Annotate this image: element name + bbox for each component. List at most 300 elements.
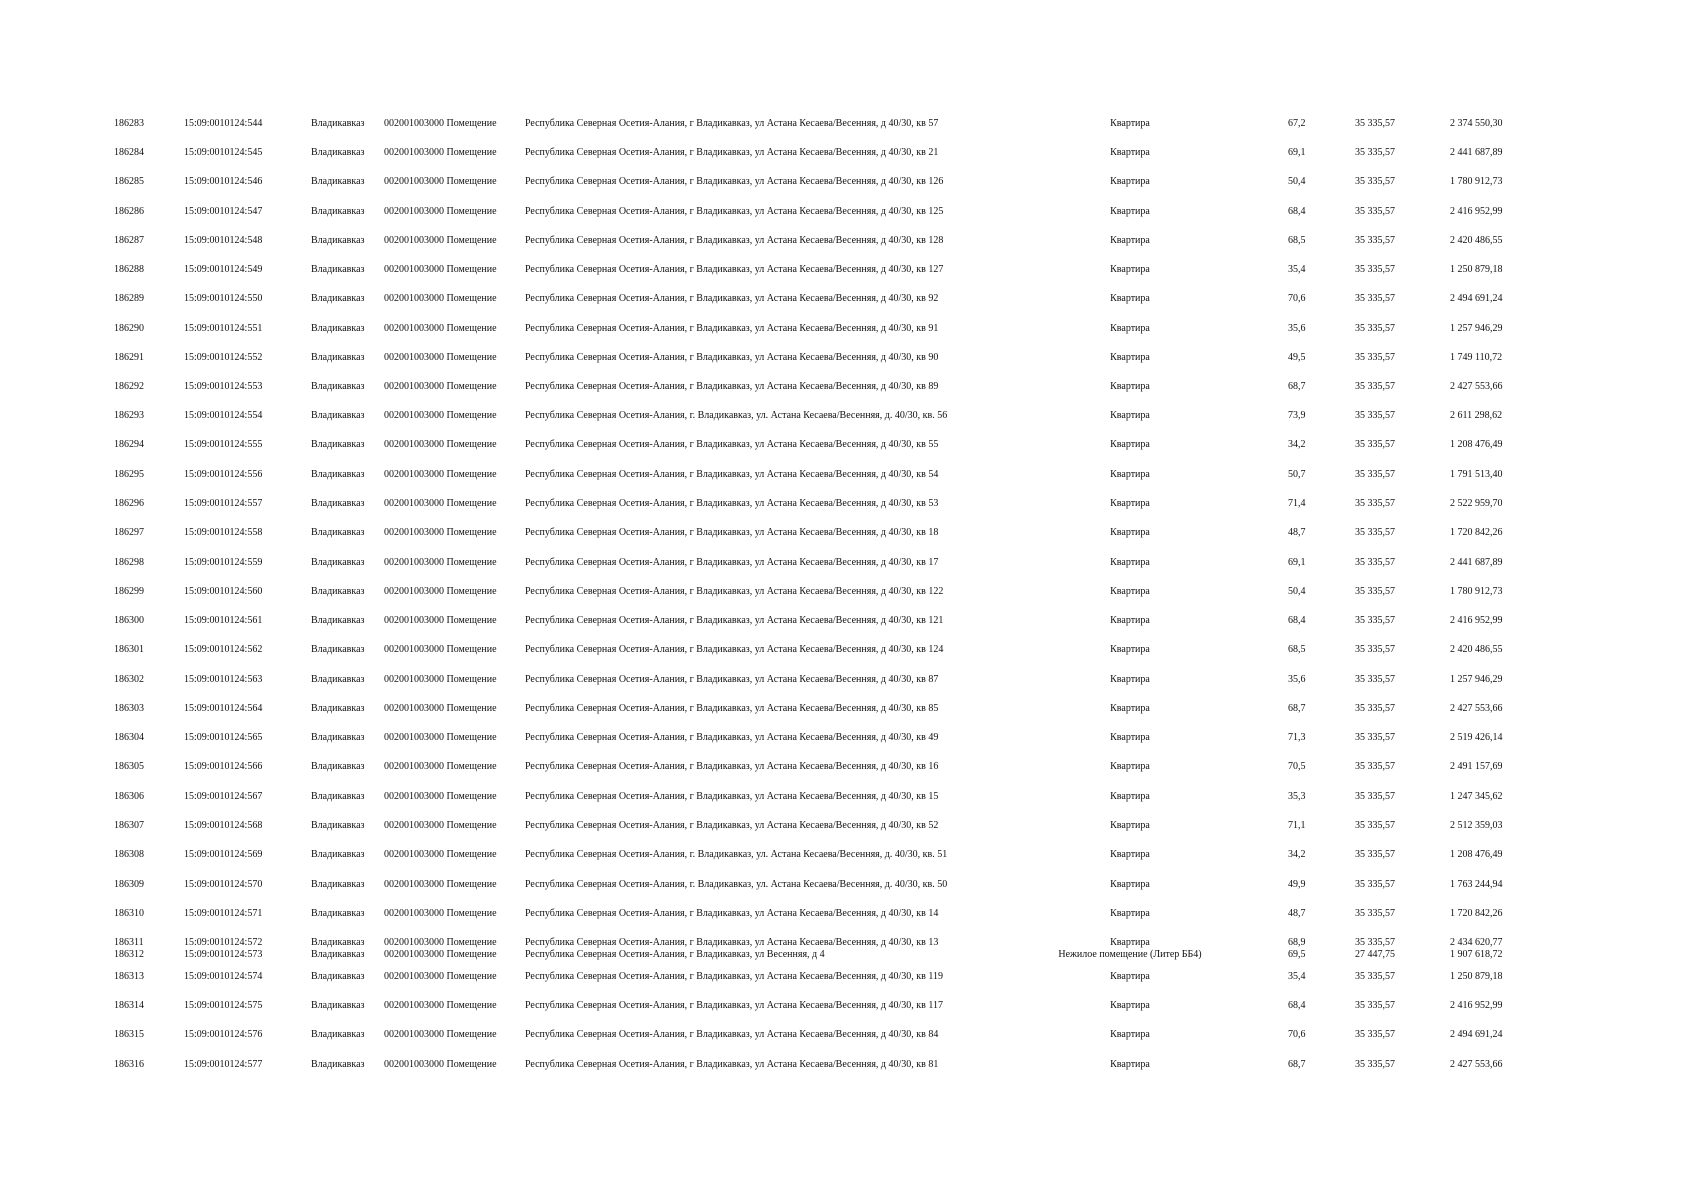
specific-value-cell: 35 335,57: [1355, 1059, 1395, 1070]
area-cell: 49,9: [1288, 879, 1306, 890]
row-id-cell: 186302: [114, 674, 144, 685]
object-code-cell: 002001003000 Помещение: [384, 323, 497, 334]
cadastral-number-cell: 15:09:0010124:573: [184, 949, 263, 960]
object-type-cell: Квартира: [1110, 1000, 1150, 1011]
table-row: [0, 848, 1697, 862]
object-type-cell: Квартира: [1110, 118, 1150, 129]
cadastral-value-cell: 2 512 359,03: [1450, 820, 1503, 831]
area-cell: 50,4: [1288, 586, 1306, 597]
cadastral-number-cell: 15:09:0010124:567: [184, 791, 263, 802]
city-cell: Владикавказ: [311, 235, 365, 246]
cadastral-value-cell: 2 416 952,99: [1450, 1000, 1503, 1011]
object-code-cell: 002001003000 Помещение: [384, 949, 497, 960]
specific-value-cell: 35 335,57: [1355, 323, 1395, 334]
object-code-cell: 002001003000 Помещение: [384, 527, 497, 538]
city-cell: Владикавказ: [311, 498, 365, 509]
table-row: [0, 1028, 1697, 1042]
object-code-cell: 002001003000 Помещение: [384, 439, 497, 450]
address-cell: Республика Северная Осетия-Алания, г Владикавказ, ул Астана Кесаева/Весенняя, д 40/30, кв 90: [525, 352, 939, 363]
city-cell: Владикавказ: [311, 791, 365, 802]
cadastral-number-cell: 15:09:0010124:548: [184, 235, 263, 246]
specific-value-cell: 35 335,57: [1355, 498, 1395, 509]
specific-value-cell: 35 335,57: [1355, 703, 1395, 714]
object-type-cell: Квартира: [1110, 791, 1150, 802]
object-type-cell: Квартира: [1110, 206, 1150, 217]
specific-value-cell: 35 335,57: [1355, 971, 1395, 982]
area-cell: 68,4: [1288, 206, 1306, 217]
object-type-cell: Квартира: [1110, 381, 1150, 392]
cadastral-value-cell: 2 420 486,55: [1450, 235, 1503, 246]
table-row: [0, 263, 1697, 277]
specific-value-cell: 35 335,57: [1355, 293, 1395, 304]
city-cell: Владикавказ: [311, 586, 365, 597]
area-cell: 68,4: [1288, 615, 1306, 626]
object-code-cell: 002001003000 Помещение: [384, 615, 497, 626]
area-cell: 70,6: [1288, 293, 1306, 304]
area-cell: 70,5: [1288, 761, 1306, 772]
cadastral-number-cell: 15:09:0010124:563: [184, 674, 263, 685]
area-cell: 48,7: [1288, 527, 1306, 538]
object-type-cell: Квартира: [1110, 264, 1150, 275]
specific-value-cell: 35 335,57: [1355, 439, 1395, 450]
object-code-cell: 002001003000 Помещение: [384, 586, 497, 597]
cadastral-number-cell: 15:09:0010124:556: [184, 469, 263, 480]
row-id-cell: 186308: [114, 849, 144, 860]
object-type-cell: Квартира: [1110, 352, 1150, 363]
city-cell: Владикавказ: [311, 703, 365, 714]
object-code-cell: 002001003000 Помещение: [384, 674, 497, 685]
city-cell: Владикавказ: [311, 293, 365, 304]
specific-value-cell: 35 335,57: [1355, 674, 1395, 685]
object-type-cell: Квартира: [1110, 147, 1150, 158]
table-row: [0, 380, 1697, 394]
area-cell: 68,9: [1288, 937, 1306, 948]
cadastral-value-cell: 2 434 620,77: [1450, 937, 1503, 948]
address-cell: Республика Северная Осетия-Алания, г Владикавказ, ул Астана Кесаева/Весенняя, д 40/30, кв 127: [525, 264, 944, 275]
object-code-cell: 002001003000 Помещение: [384, 498, 497, 509]
object-code-cell: 002001003000 Помещение: [384, 469, 497, 480]
area-cell: 68,4: [1288, 1000, 1306, 1011]
cadastral-number-cell: 15:09:0010124:561: [184, 615, 263, 626]
object-type-cell: Квартира: [1110, 971, 1150, 982]
cadastral-value-cell: 1 250 879,18: [1450, 971, 1503, 982]
cadastral-number-cell: 15:09:0010124:576: [184, 1029, 263, 1040]
table-row: [0, 790, 1697, 804]
row-id-cell: 186289: [114, 293, 144, 304]
specific-value-cell: 35 335,57: [1355, 1000, 1395, 1011]
object-code-cell: 002001003000 Помещение: [384, 879, 497, 890]
city-cell: Владикавказ: [311, 206, 365, 217]
city-cell: Владикавказ: [311, 937, 365, 948]
cadastral-number-cell: 15:09:0010124:570: [184, 879, 263, 890]
cadastral-value-cell: 2 491 157,69: [1450, 761, 1503, 772]
row-id-cell: 186307: [114, 820, 144, 831]
specific-value-cell: 35 335,57: [1355, 147, 1395, 158]
cadastral-number-cell: 15:09:0010124:549: [184, 264, 263, 275]
cadastral-number-cell: 15:09:0010124:564: [184, 703, 263, 714]
object-code-cell: 002001003000 Помещение: [384, 732, 497, 743]
table-row: [0, 907, 1697, 921]
row-id-cell: 186309: [114, 879, 144, 890]
city-cell: Владикавказ: [311, 761, 365, 772]
object-code-cell: 002001003000 Помещение: [384, 971, 497, 982]
address-cell: Республика Северная Осетия-Алания, г Владикавказ, ул Астана Кесаева/Весенняя, д 40/30, кв 92: [525, 293, 939, 304]
cadastral-number-cell: 15:09:0010124:569: [184, 849, 263, 860]
city-cell: Владикавказ: [311, 644, 365, 655]
specific-value-cell: 35 335,57: [1355, 849, 1395, 860]
row-id-cell: 186301: [114, 644, 144, 655]
table-row: [0, 526, 1697, 540]
object-type-cell: Квартира: [1110, 820, 1150, 831]
object-code-cell: 002001003000 Помещение: [384, 849, 497, 860]
object-type-cell: Квартира: [1110, 849, 1150, 860]
specific-value-cell: 35 335,57: [1355, 557, 1395, 568]
row-id-cell: 186314: [114, 1000, 144, 1011]
specific-value-cell: 35 335,57: [1355, 615, 1395, 626]
address-cell: Республика Северная Осетия-Алания, г Владикавказ, ул Астана Кесаева/Весенняя, д 40/30, кв 84: [525, 1029, 939, 1040]
cadastral-value-cell: 2 416 952,99: [1450, 615, 1503, 626]
cadastral-value-cell: 2 427 553,66: [1450, 703, 1503, 714]
cadastral-number-cell: 15:09:0010124:547: [184, 206, 263, 217]
row-id-cell: 186296: [114, 498, 144, 509]
specific-value-cell: 35 335,57: [1355, 264, 1395, 275]
row-id-cell: 186298: [114, 557, 144, 568]
table-row: [0, 468, 1697, 482]
address-cell: Республика Северная Осетия-Алания, г Владикавказ, ул Астана Кесаева/Весенняя, д 40/30, кв 54: [525, 469, 939, 480]
row-id-cell: 186304: [114, 732, 144, 743]
table-row: [0, 702, 1697, 716]
object-type-cell: Квартира: [1110, 1029, 1150, 1040]
city-cell: Владикавказ: [311, 908, 365, 919]
cadastral-value-cell: 1 763 244,94: [1450, 879, 1503, 890]
row-id-cell: 186313: [114, 971, 144, 982]
object-type-cell: Нежилое помещение (Литер ББ4): [1058, 949, 1202, 960]
table-row: [0, 878, 1697, 892]
table-row: [0, 322, 1697, 336]
object-code-cell: 002001003000 Помещение: [384, 352, 497, 363]
address-cell: Республика Северная Осетия-Алания, г. Владикавказ, ул. Астана Кесаева/Весенняя, д. 40/30, кв. 51: [525, 849, 948, 860]
cadastral-value-cell: 1 791 513,40: [1450, 469, 1503, 480]
cadastral-value-cell: 1 208 476,49: [1450, 439, 1503, 450]
cadastral-value-cell: 1 257 946,29: [1450, 674, 1503, 685]
object-type-cell: Квартира: [1110, 761, 1150, 772]
address-cell: Республика Северная Осетия-Алания, г Владикавказ, ул Астана Кесаева/Весенняя, д 40/30, кв 57: [525, 118, 939, 129]
cadastral-number-cell: 15:09:0010124:559: [184, 557, 263, 568]
object-code-cell: 002001003000 Помещение: [384, 381, 497, 392]
object-type-cell: Квартира: [1110, 176, 1150, 187]
area-cell: 35,3: [1288, 791, 1306, 802]
area-cell: 68,7: [1288, 381, 1306, 392]
city-cell: Владикавказ: [311, 323, 365, 334]
object-type-cell: Квартира: [1110, 527, 1150, 538]
cadastral-number-cell: 15:09:0010124:545: [184, 147, 263, 158]
address-cell: Республика Северная Осетия-Алания, г Владикавказ, ул Астана Кесаева/Весенняя, д 40/30, кв 122: [525, 586, 944, 597]
city-cell: Владикавказ: [311, 147, 365, 158]
address-cell: Республика Северная Осетия-Алания, г Владикавказ, ул Астана Кесаева/Весенняя, д 40/30, кв 16: [525, 761, 939, 772]
area-cell: 71,1: [1288, 820, 1306, 831]
object-code-cell: 002001003000 Помещение: [384, 1000, 497, 1011]
cadastral-number-cell: 15:09:0010124:555: [184, 439, 263, 450]
table-row: [0, 948, 1697, 962]
address-cell: Республика Северная Осетия-Алания, г Владикавказ, ул Астана Кесаева/Весенняя, д 40/30, кв 128: [525, 235, 944, 246]
object-code-cell: 002001003000 Помещение: [384, 820, 497, 831]
cadastral-number-cell: 15:09:0010124:575: [184, 1000, 263, 1011]
address-cell: Республика Северная Осетия-Алания, г Владикавказ, ул Астана Кесаева/Весенняя, д 40/30, кв 126: [525, 176, 944, 187]
object-type-cell: Квартира: [1110, 410, 1150, 421]
address-cell: Республика Северная Осетия-Алания, г Владикавказ, ул Астана Кесаева/Весенняя, д 40/30, кв 13: [525, 937, 939, 948]
cadastral-number-cell: 15:09:0010124:550: [184, 293, 263, 304]
address-cell: Республика Северная Осетия-Алания, г. Владикавказ, ул. Астана Кесаева/Весенняя, д. 40/30, кв. 56: [525, 410, 948, 421]
object-code-cell: 002001003000 Помещение: [384, 264, 497, 275]
table-row: [0, 585, 1697, 599]
table-row: [0, 205, 1697, 219]
table-row: [0, 760, 1697, 774]
cadastral-number-cell: 15:09:0010124:557: [184, 498, 263, 509]
city-cell: Владикавказ: [311, 176, 365, 187]
cadastral-value-cell: 1 720 842,26: [1450, 527, 1503, 538]
object-type-cell: Квартира: [1110, 879, 1150, 890]
object-code-cell: 002001003000 Помещение: [384, 644, 497, 655]
city-cell: Владикавказ: [311, 410, 365, 421]
address-cell: Республика Северная Осетия-Алания, г Владикавказ, ул Астана Кесаева/Весенняя, д 40/30, кв 15: [525, 791, 939, 802]
area-cell: 73,9: [1288, 410, 1306, 421]
row-id-cell: 186311: [114, 937, 144, 948]
address-cell: Республика Северная Осетия-Алания, г Владикавказ, ул Астана Кесаева/Весенняя, д 40/30, кв 53: [525, 498, 939, 509]
cadastral-number-cell: 15:09:0010124:554: [184, 410, 263, 421]
specific-value-cell: 35 335,57: [1355, 586, 1395, 597]
city-cell: Владикавказ: [311, 971, 365, 982]
cadastral-number-cell: 15:09:0010124:568: [184, 820, 263, 831]
cadastral-value-cell: 1 907 618,72: [1450, 949, 1503, 960]
object-type-cell: Квартира: [1110, 644, 1150, 655]
area-cell: 68,7: [1288, 703, 1306, 714]
city-cell: Владикавказ: [311, 381, 365, 392]
object-type-cell: Квартира: [1110, 1059, 1150, 1070]
address-cell: Республика Северная Осетия-Алания, г Владикавказ, ул Астана Кесаева/Весенняя, д 40/30, кв 121: [525, 615, 944, 626]
object-code-cell: 002001003000 Помещение: [384, 293, 497, 304]
specific-value-cell: 35 335,57: [1355, 1029, 1395, 1040]
address-cell: Республика Северная Осетия-Алания, г Владикавказ, ул Астана Кесаева/Весенняя, д 40/30, кв 18: [525, 527, 939, 538]
cadastral-value-cell: 2 494 691,24: [1450, 293, 1503, 304]
object-code-cell: 002001003000 Помещение: [384, 206, 497, 217]
address-cell: Республика Северная Осетия-Алания, г Владикавказ, ул Астана Кесаева/Весенняя, д 40/30, кв 85: [525, 703, 939, 714]
area-cell: 71,3: [1288, 732, 1306, 743]
address-cell: Республика Северная Осетия-Алания, г Владикавказ, ул Астана Кесаева/Весенняя, д 40/30, кв 91: [525, 323, 939, 334]
city-cell: Владикавказ: [311, 674, 365, 685]
area-cell: 69,1: [1288, 557, 1306, 568]
table-row: [0, 146, 1697, 160]
specific-value-cell: 35 335,57: [1355, 176, 1395, 187]
cadastral-value-cell: 2 427 553,66: [1450, 381, 1503, 392]
city-cell: Владикавказ: [311, 118, 365, 129]
table-row: [0, 970, 1697, 984]
cadastral-value-cell: 2 519 426,14: [1450, 732, 1503, 743]
table-row: [0, 175, 1697, 189]
area-cell: 70,6: [1288, 1029, 1306, 1040]
object-type-cell: Квартира: [1110, 235, 1150, 246]
area-cell: 35,6: [1288, 323, 1306, 334]
specific-value-cell: 35 335,57: [1355, 937, 1395, 948]
cadastral-value-cell: 2 522 959,70: [1450, 498, 1503, 509]
city-cell: Владикавказ: [311, 732, 365, 743]
city-cell: Владикавказ: [311, 527, 365, 538]
object-code-cell: 002001003000 Помещение: [384, 176, 497, 187]
cadastral-number-cell: 15:09:0010124:544: [184, 118, 263, 129]
area-cell: 67,2: [1288, 118, 1306, 129]
specific-value-cell: 35 335,57: [1355, 527, 1395, 538]
object-type-cell: Квартира: [1110, 557, 1150, 568]
specific-value-cell: 35 335,57: [1355, 118, 1395, 129]
table-row: [0, 351, 1697, 365]
object-type-cell: Квартира: [1110, 674, 1150, 685]
cadastral-value-cell: 1 250 879,18: [1450, 264, 1503, 275]
address-cell: Республика Северная Осетия-Алания, г Владикавказ, ул Астана Кесаева/Весенняя, д 40/30, кв 119: [525, 971, 943, 982]
table-row: [0, 234, 1697, 248]
cadastral-number-cell: 15:09:0010124:553: [184, 381, 263, 392]
specific-value-cell: 35 335,57: [1355, 644, 1395, 655]
cadastral-number-cell: 15:09:0010124:546: [184, 176, 263, 187]
row-id-cell: 186310: [114, 908, 144, 919]
object-type-cell: Квартира: [1110, 498, 1150, 509]
cadastral-value-cell: 2 427 553,66: [1450, 1059, 1503, 1070]
area-cell: 68,5: [1288, 644, 1306, 655]
row-id-cell: 186288: [114, 264, 144, 275]
row-id-cell: 186293: [114, 410, 144, 421]
row-id-cell: 186315: [114, 1029, 144, 1040]
row-id-cell: 186283: [114, 118, 144, 129]
object-code-cell: 002001003000 Помещение: [384, 235, 497, 246]
cadastral-number-cell: 15:09:0010124:571: [184, 908, 263, 919]
object-type-cell: Квартира: [1110, 586, 1150, 597]
row-id-cell: 186299: [114, 586, 144, 597]
table-row: [0, 643, 1697, 657]
address-cell: Республика Северная Осетия-Алания, г Владикавказ, ул Весенняя, д 4: [525, 949, 825, 960]
address-cell: Республика Северная Осетия-Алания, г Владикавказ, ул Астана Кесаева/Весенняя, д 40/30, кв 49: [525, 732, 939, 743]
cadastral-value-cell: 2 611 298,62: [1450, 410, 1503, 421]
cadastral-value-cell: 2 494 691,24: [1450, 1029, 1503, 1040]
object-code-cell: 002001003000 Помещение: [384, 937, 497, 948]
table-row: [0, 438, 1697, 452]
city-cell: Владикавказ: [311, 439, 365, 450]
cadastral-number-cell: 15:09:0010124:558: [184, 527, 263, 538]
cadastral-number-cell: 15:09:0010124:574: [184, 971, 263, 982]
cadastral-value-cell: 2 441 687,89: [1450, 147, 1503, 158]
cadastral-value-cell: 1 247 345,62: [1450, 791, 1503, 802]
object-code-cell: 002001003000 Помещение: [384, 791, 497, 802]
specific-value-cell: 35 335,57: [1355, 908, 1395, 919]
object-type-cell: Квартира: [1110, 937, 1150, 948]
address-cell: Республика Северная Осетия-Алания, г Владикавказ, ул Астана Кесаева/Весенняя, д 40/30, кв 17: [525, 557, 939, 568]
city-cell: Владикавказ: [311, 949, 365, 960]
row-id-cell: 186292: [114, 381, 144, 392]
cadastral-value-cell: 1 720 842,26: [1450, 908, 1503, 919]
object-code-cell: 002001003000 Помещение: [384, 908, 497, 919]
table-row: [0, 614, 1697, 628]
table-row: [0, 1058, 1697, 1072]
cadastral-value-cell: 2 416 952,99: [1450, 206, 1503, 217]
area-cell: 34,2: [1288, 439, 1306, 450]
specific-value-cell: 35 335,57: [1355, 732, 1395, 743]
cadastral-number-cell: 15:09:0010124:560: [184, 586, 263, 597]
table-row: [0, 556, 1697, 570]
city-cell: Владикавказ: [311, 879, 365, 890]
specific-value-cell: 35 335,57: [1355, 352, 1395, 363]
table-row: [0, 819, 1697, 833]
specific-value-cell: 35 335,57: [1355, 235, 1395, 246]
table-row: [0, 673, 1697, 687]
row-id-cell: 186290: [114, 323, 144, 334]
object-code-cell: 002001003000 Помещение: [384, 703, 497, 714]
object-type-cell: Квартира: [1110, 293, 1150, 304]
address-cell: Республика Северная Осетия-Алания, г Владикавказ, ул Астана Кесаева/Весенняя, д 40/30, кв 55: [525, 439, 939, 450]
table-row: [0, 999, 1697, 1013]
area-cell: 68,5: [1288, 235, 1306, 246]
address-cell: Республика Северная Осетия-Алания, г Владикавказ, ул Астана Кесаева/Весенняя, д 40/30, кв 81: [525, 1059, 939, 1070]
cadastral-value-cell: 1 208 476,49: [1450, 849, 1503, 860]
city-cell: Владикавказ: [311, 1029, 365, 1040]
object-code-cell: 002001003000 Помещение: [384, 118, 497, 129]
city-cell: Владикавказ: [311, 1000, 365, 1011]
address-cell: Республика Северная Осетия-Алания, г Владикавказ, ул Астана Кесаева/Весенняя, д 40/30, кв 14: [525, 908, 939, 919]
address-cell: Республика Северная Осетия-Алания, г Владикавказ, ул Астана Кесаева/Весенняя, д 40/30, кв 124: [525, 644, 944, 655]
specific-value-cell: 35 335,57: [1355, 469, 1395, 480]
cadastral-value-cell: 2 374 550,30: [1450, 118, 1503, 129]
row-id-cell: 186312: [114, 949, 144, 960]
address-cell: Республика Северная Осетия-Алания, г Владикавказ, ул Астана Кесаева/Весенняя, д 40/30, кв 52: [525, 820, 939, 831]
row-id-cell: 186291: [114, 352, 144, 363]
cadastral-value-cell: 1 257 946,29: [1450, 323, 1503, 334]
cadastral-number-cell: 15:09:0010124:572: [184, 937, 263, 948]
cadastral-number-cell: 15:09:0010124:552: [184, 352, 263, 363]
object-code-cell: 002001003000 Помещение: [384, 761, 497, 772]
area-cell: 71,4: [1288, 498, 1306, 509]
row-id-cell: 186297: [114, 527, 144, 538]
cadastral-value-cell: 2 441 687,89: [1450, 557, 1503, 568]
city-cell: Владикавказ: [311, 849, 365, 860]
area-cell: 49,5: [1288, 352, 1306, 363]
object-code-cell: 002001003000 Помещение: [384, 557, 497, 568]
city-cell: Владикавказ: [311, 557, 365, 568]
row-id-cell: 186284: [114, 147, 144, 158]
row-id-cell: 186303: [114, 703, 144, 714]
row-id-cell: 186285: [114, 176, 144, 187]
object-type-cell: Квартира: [1110, 469, 1150, 480]
cadastral-number-cell: 15:09:0010124:565: [184, 732, 263, 743]
row-id-cell: 186287: [114, 235, 144, 246]
cadastral-value-cell: 1 780 912,73: [1450, 176, 1503, 187]
object-code-cell: 002001003000 Помещение: [384, 1059, 497, 1070]
city-cell: Владикавказ: [311, 820, 365, 831]
row-id-cell: 186294: [114, 439, 144, 450]
cadastral-value-cell: 2 420 486,55: [1450, 644, 1503, 655]
table-row: [0, 497, 1697, 511]
area-cell: 35,4: [1288, 264, 1306, 275]
object-type-cell: Квартира: [1110, 439, 1150, 450]
specific-value-cell: 35 335,57: [1355, 381, 1395, 392]
area-cell: 68,7: [1288, 1059, 1306, 1070]
object-type-cell: Квартира: [1110, 323, 1150, 334]
object-type-cell: Квартира: [1110, 615, 1150, 626]
specific-value-cell: 35 335,57: [1355, 791, 1395, 802]
row-id-cell: 186316: [114, 1059, 144, 1070]
table-row: [0, 409, 1697, 423]
object-type-cell: Квартира: [1110, 732, 1150, 743]
address-cell: Республика Северная Осетия-Алания, г Владикавказ, ул Астана Кесаева/Весенняя, д 40/30, кв 125: [525, 206, 944, 217]
city-cell: Владикавказ: [311, 469, 365, 480]
cadastral-number-cell: 15:09:0010124:551: [184, 323, 263, 334]
area-cell: 34,2: [1288, 849, 1306, 860]
city-cell: Владикавказ: [311, 264, 365, 275]
